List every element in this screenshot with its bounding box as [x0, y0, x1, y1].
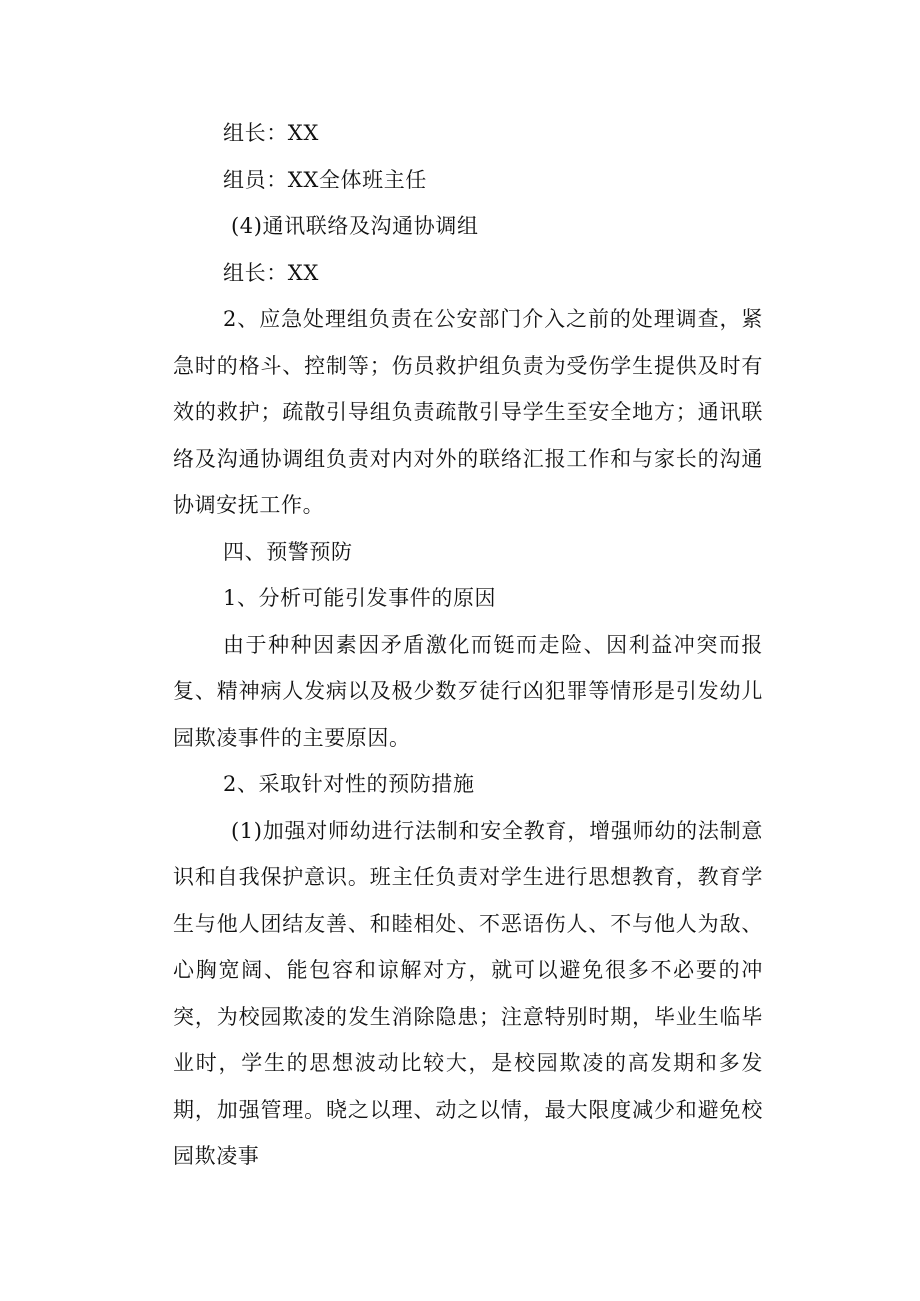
- duties-paragraph: 2、应急处理组负责在公安部门介入之前的处理调查，紧急时的格斗、控制等；伤员救护组负责为受伤学生提供及时有效的救护；疏散引导组负责疏散引导学生至安全地方；通讯联络及沟通协调组负责对内对外的联络汇报工作和与家长的沟通协调安抚工作。: [173, 307, 763, 517]
- causes-paragraph: 由于种种因素因矛盾激化而铤而走险、因利益冲突而报复、精神病人发病以及极少数歹徒行凶犯罪等情形是引发幼儿园欺凌事件的主要原因。: [173, 632, 763, 750]
- leader-line-group-4: 组长：XX: [223, 260, 319, 285]
- measure-1-paragraph: (1)加强对师幼进行法制和安全教育，增强师幼的法制意识和自我保护意识。班主任负责对学生进行思想教育，教育学生与他人团结友善、和睦相处、不恶语伤人、不与他人为敌、心胸宽阔、能包容和谅解对方，就可以避免很多不必要的冲突，为校园欺凌的发生消除隐患；注意特别时期，毕业生临毕业时，学生的思想波动比较大，是校园欺凌的高发期和多发期，加强管理。晓之以理、动之以情，最大限度减少和避免校园欺凌事: [173, 818, 763, 1168]
- subsection-heading-causes: 1、分析可能引发事件的原因: [223, 586, 497, 610]
- leader-line-group-3: 组长：XX: [223, 121, 319, 145]
- document-body: [173, 110, 763, 1180]
- subsection-heading-measures: 2、采取针对性的预防措施: [223, 772, 475, 796]
- members-line-group-3: 组员：XX全体班主任: [223, 167, 427, 192]
- section-heading-early-warning: 四、预警预防: [223, 539, 353, 564]
- group-4-title: (4)通讯联络及沟通协调组: [231, 214, 479, 238]
